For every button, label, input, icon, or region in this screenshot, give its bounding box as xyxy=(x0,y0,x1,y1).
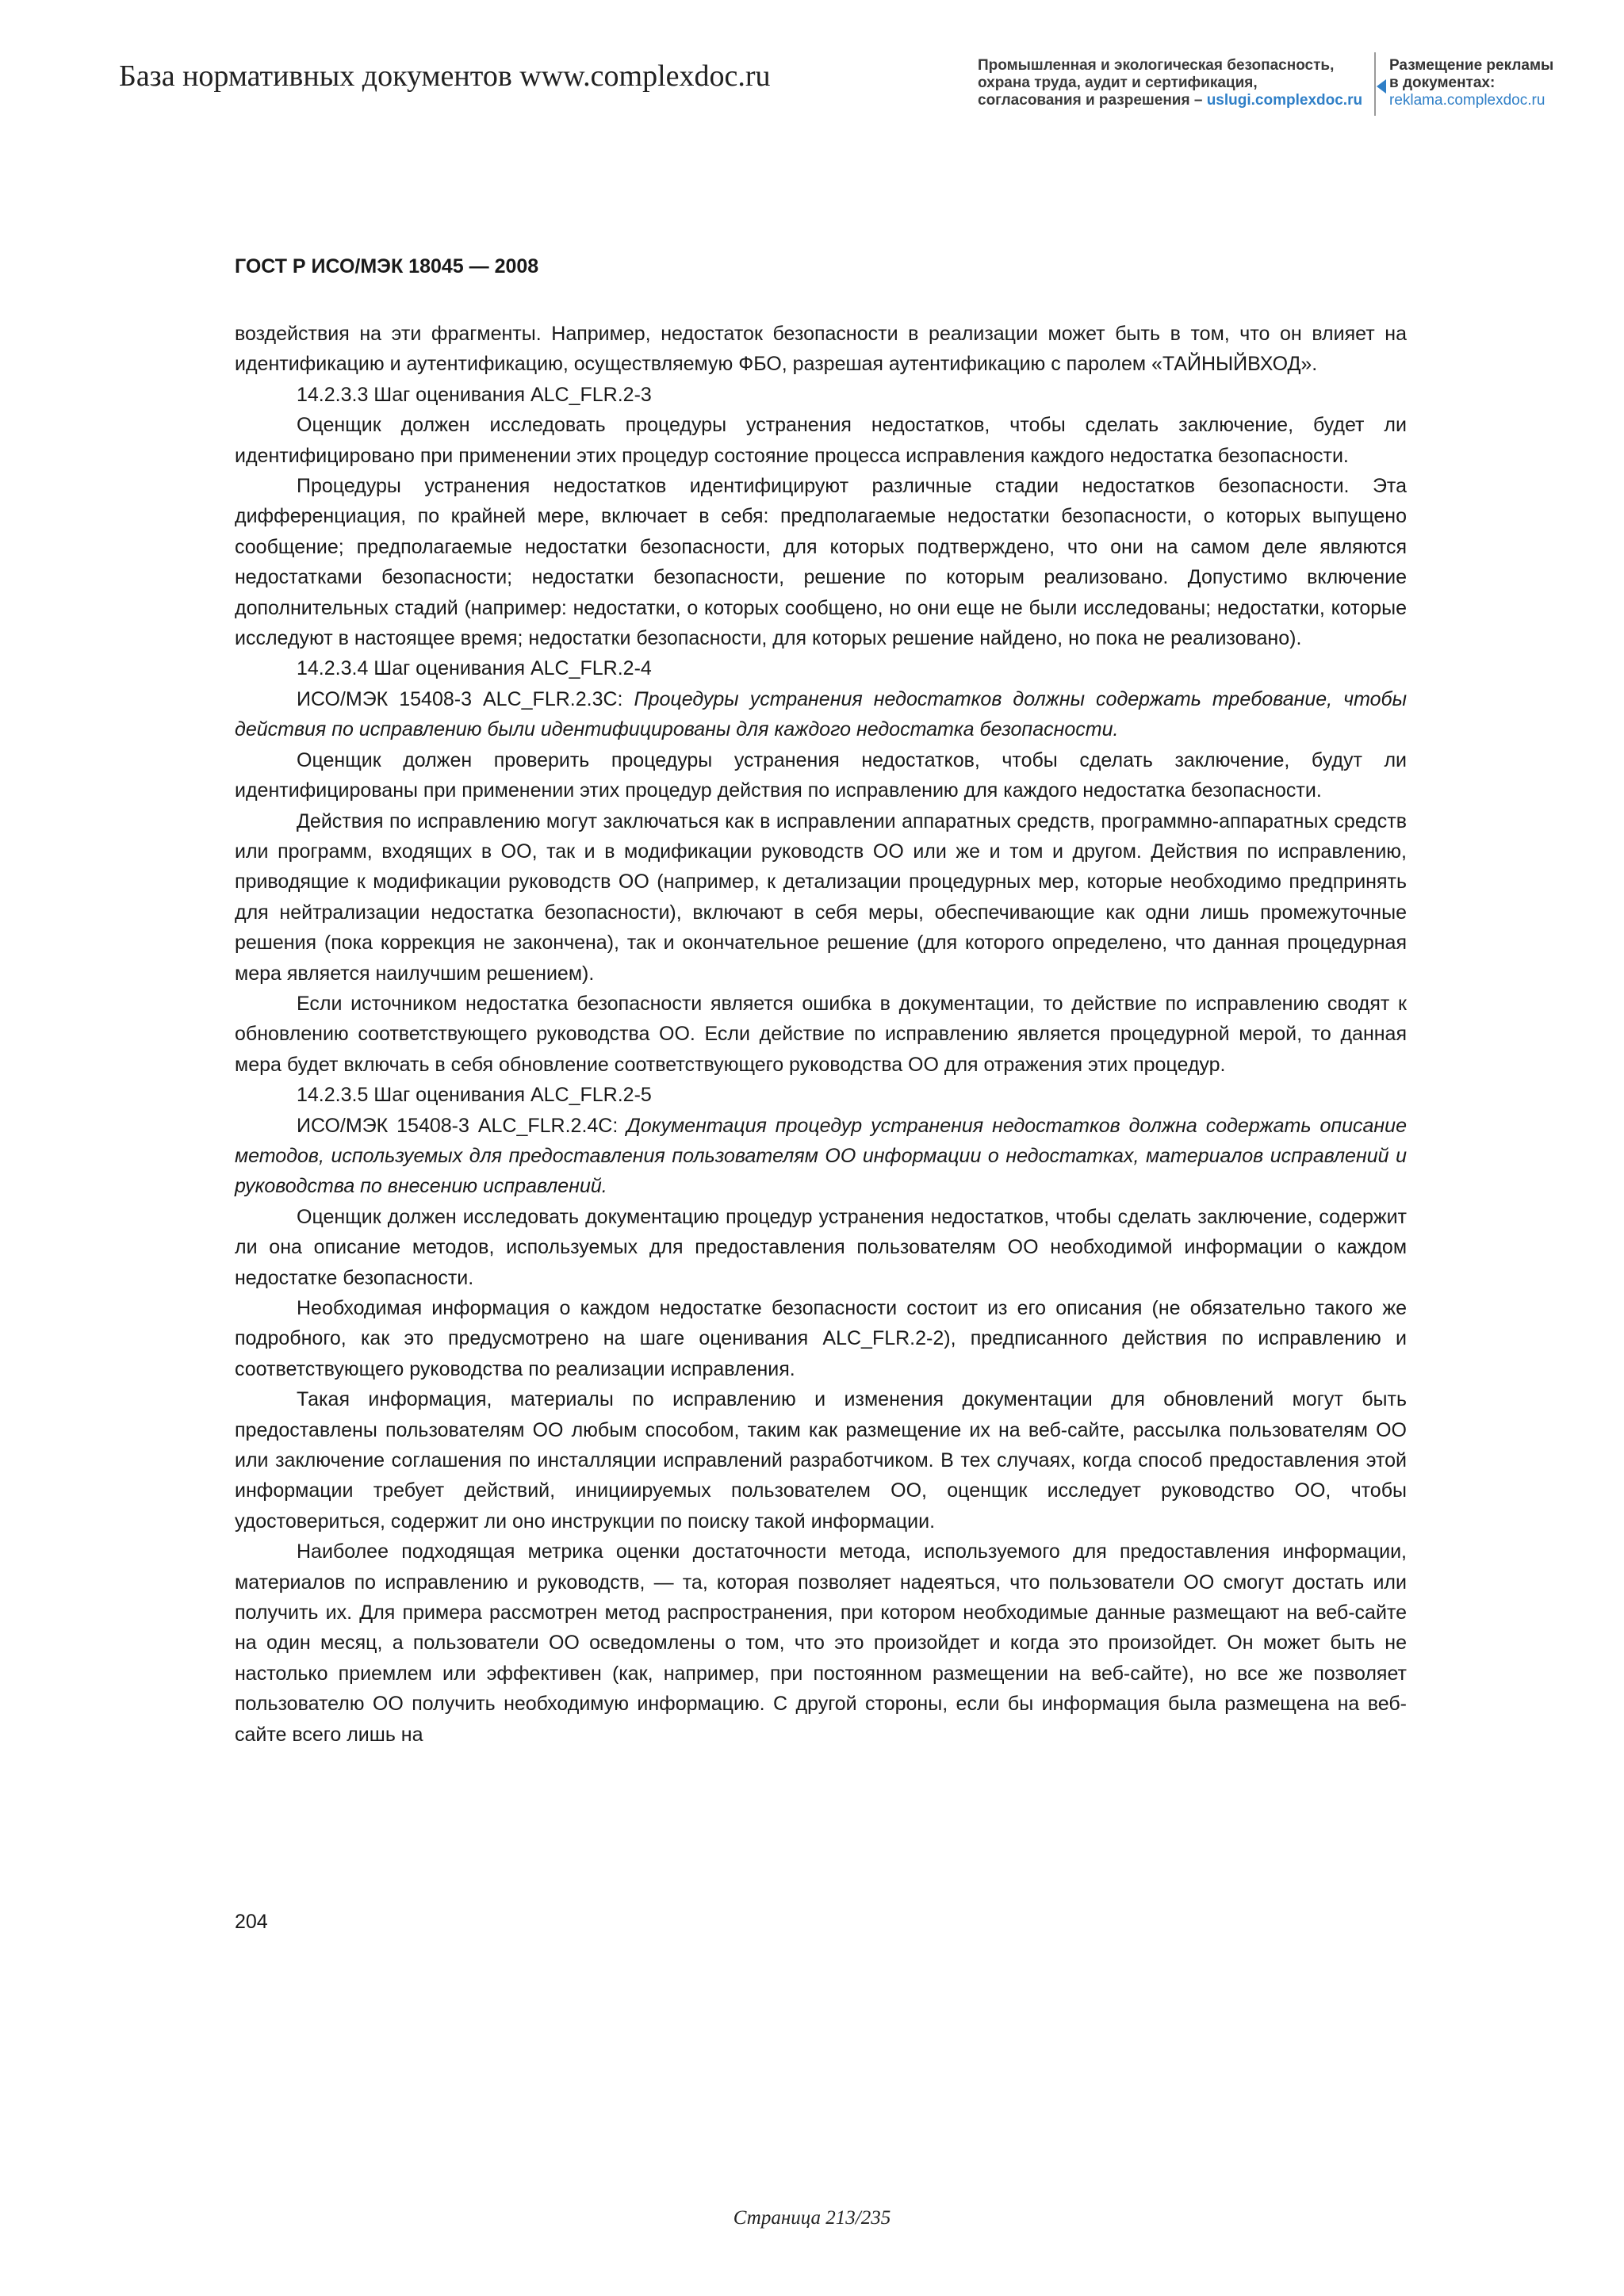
services-link[interactable]: uslugi.complexdoc.ru xyxy=(1206,92,1363,109)
promo-line-2: охрана труда, аудит и сертификация, xyxy=(978,75,1258,91)
paragraph: воздействия на эти фрагменты. Например, недостаток безопасности в реализации может быть в том, что он влияет на идентификацию и аутентификацию, осуществляемую ФБО, разрешая аутентификацию с паролем «ТАЙНЫЙВХОД». xyxy=(235,323,1407,376)
step-heading: 14.2.3.5 Шаг оценивания ALC_FLR.2-5 xyxy=(297,1084,652,1107)
services-promo xyxy=(978,57,1390,109)
document-title: ГОСТ Р ИСО/МЭК 18045 — 2008 xyxy=(235,255,539,277)
requirement-paragraph xyxy=(235,1111,1407,1202)
site-header xyxy=(0,0,1624,159)
site-title: База нормативных документов www.complexdoc.ru xyxy=(119,59,771,93)
paragraph: Оценщик должен проверить процедуры устранения недостатков, чтобы сделать заключение, будут ли идентифицированы при применении этих процедур действия по исправлению для каждого недостатка безопасности. xyxy=(235,748,1407,802)
requirement-text: Документация процедур устранения недостатков должна содержать описание методов, используемых для предоставления пользователям ОО информации о недостатках, материалов исправлений и руководства по внесению исправлений. xyxy=(235,1114,1407,1198)
paragraph: Действия по исправлению могут заключаться как в исправлении аппаратных средств, программно-аппаратных средств или программ, входящих в ОО, так и в модификации руководств ОО или же и том и другом. Действия по исправлению, приводящие к модификации руководств ОО (например, к детализации процедурных мер, которые необходимо предпринять для нейтрализации недостатка безопасности), включают в себя меры, обеспечивающие как одни лишь промежуточные решения (пока коррекция не закончена), так и окончательное решение (для которого определено, что данная процедурная мера является наилучшим решением). xyxy=(235,809,1407,985)
requirement-ref: ИСО/МЭК 15408-3 ALC_FLR.2.4C: xyxy=(297,1114,627,1137)
requirement-text: Процедуры устранения недостатков должны содержать требование, чтобы действия по исправлению были идентифицированы для каждого недостатка безопасности. xyxy=(235,687,1407,741)
header-divider xyxy=(1374,52,1376,116)
arrow-left-icon xyxy=(1377,79,1386,94)
step-heading: 14.2.3.4 Шаг оценивания ALC_FLR.2-4 xyxy=(297,657,652,680)
page-number: 204 xyxy=(235,1911,268,1933)
requirement-ref: ИСО/МЭК 15408-3 ALC_FLR.2.3C: xyxy=(297,687,634,710)
paragraph: Необходимая информация о каждом недостатке безопасности состоит из его описания (не обязательно такого же подробного, как это предусмотрено на шаге оценивания ALC_FLR.2-2), предписанного действия по исправлению и соответствующего руководства по реализации исправления. xyxy=(235,1297,1407,1380)
paragraph: Оценщик должен исследовать процедуры устранения недостатков, чтобы сделать заключение, будет ли идентифицировано при применении этих процедур состояние процесса исправления каждого недостатка безопасности. xyxy=(235,414,1407,467)
paragraph: Наиболее подходящая метрика оценки достаточности метода, используемого для предоставления информации, материалов по исправлению и руководств, — та, которая позволяет надеяться, что пользователи ОО смогут достать или получить их. Для примера рассмотрен метод распространения, при котором необходимые данные размещают на веб-сайте на один месяц, а пользователи ОО осведомлены о том, что это произойдет и когда это произойдет. Он может быть не настолько приемлем или эффективен (как, например, при постоянном размещении на веб-сайте), но все же позволяет пользователю ОО получить необходимую информацию. С другой стороны, если бы информация была размещена на веб-сайте всего лишь на xyxy=(235,1540,1407,1746)
step-heading: 14.2.3.3 Шаг оценивания ALC_FLR.2-3 xyxy=(297,383,652,406)
paragraph: Если источником недостатка безопасности является ошибка в документации, то действие по исправлению сводят к обновлению соответствующего руководства ОО. Если действие по исправлению является процедурной мерой, то данная мера будет включать в себя обновление соответствующего руководства ОО для отражения этих процедур. xyxy=(235,992,1407,1076)
footer-page-label: Страница 213/235 xyxy=(733,2207,891,2229)
paragraph: Процедуры устранения недостатков идентифицируют различные стадии недостатков безопасности. Эта дифференциация, по крайней мере, включает в себя: предполагаемые недостатки безопасности, о которых выпущено сообщение; предполагаемые недостатки безопасности, для которых подтверждено, что они на самом деле являются недостатками безопасности; недостатки безопасности, решение по которым реализовано. Допустимо включение дополнительных стадий (например: недостатки, о которых сообщено, но они еще не были исследованы; недостатки, которые исследуют в настоящее время; недостатки безопасности, для которых решение найдено, но пока не реализовано). xyxy=(235,475,1407,650)
paragraph: Такая информация, материалы по исправлению и изменения документации для обновлений могут быть предоставлены пользователям ОО любым способом, таким как размещение их на веб-сайте, рассылка пользователям ОО или заключение соглашения по инсталляции исправлений разработчиком. В тех случаях, когда способ предоставления этой информации требует действий, инициируемых пользователем ОО, оценщик исследует руководство ОО, чтобы удостовериться, содержит ли оно инструкции по поиску такой информации. xyxy=(235,1388,1407,1533)
requirement-paragraph xyxy=(235,684,1407,745)
ads-line-2: в документах: xyxy=(1389,75,1496,91)
promo-line-1: Промышленная и экологическая безопасность, xyxy=(978,57,1335,74)
paragraph: Оценщик должен исследовать документацию процедур устранения недостатков, чтобы сделать заключение, содержит ли она описание методов, используемых для предоставления пользователям ОО необходимой информации о каждом недостатке безопасности. xyxy=(235,1205,1407,1289)
promo-line-3 xyxy=(978,92,1390,109)
promo-line-3-text: согласования и разрешения – xyxy=(978,92,1207,109)
ads-line-1: Размещение рекламы xyxy=(1389,57,1554,74)
ads-link[interactable]: reklama.complexdoc.ru xyxy=(1389,92,1545,109)
ads-promo xyxy=(1389,57,1588,109)
document-body xyxy=(235,319,1407,1750)
